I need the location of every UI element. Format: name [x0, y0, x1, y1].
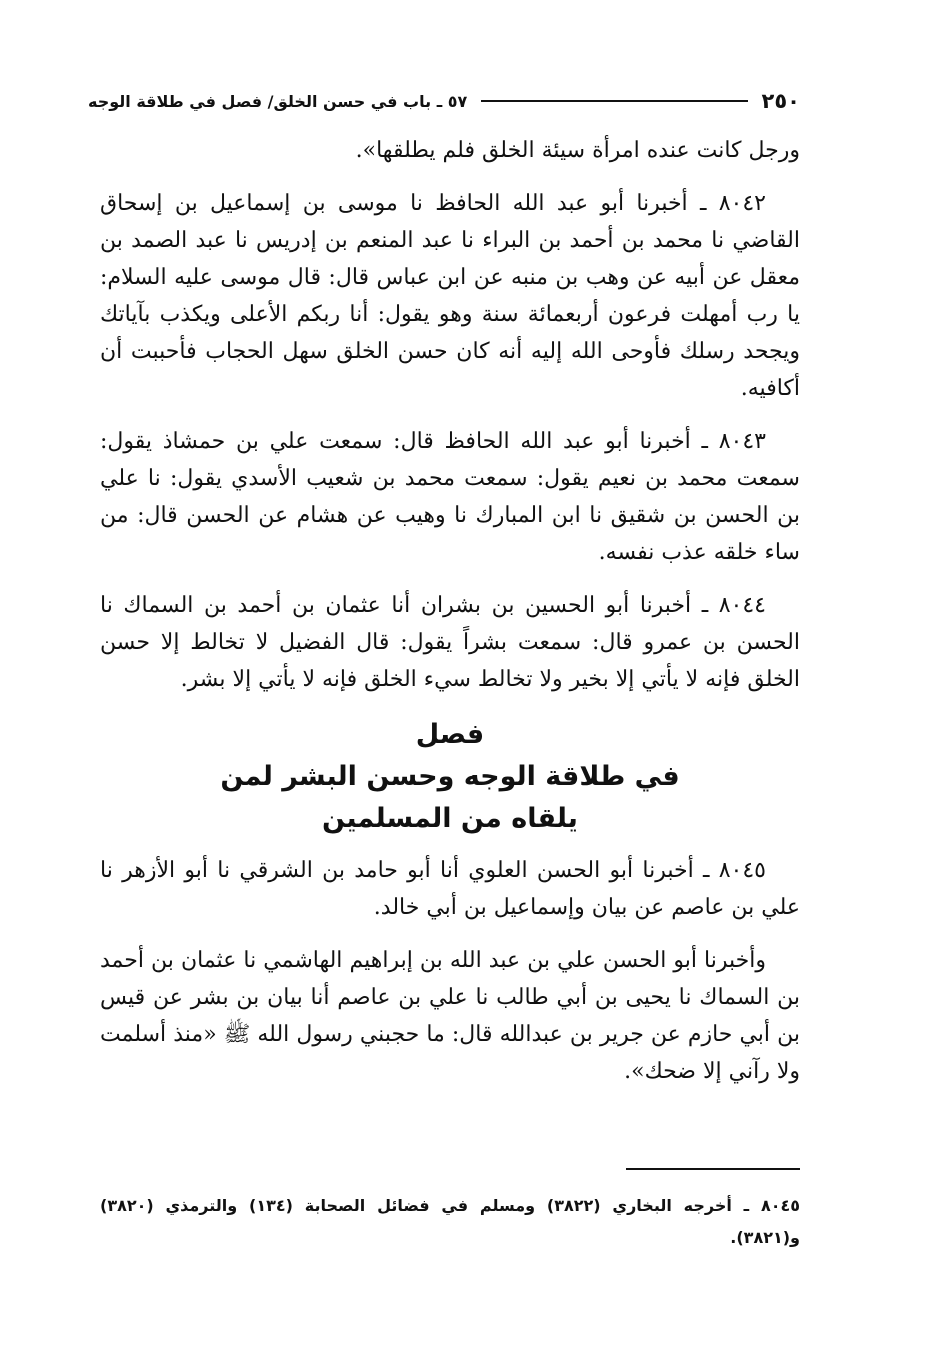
footnote: ٨٠٤٥ ـ أخرجه البخاري (٣٨٢٢) ومسلم في فضائل الصحابة (١٣٤) والترمذي (٣٨٢٠) و(٣٨٢١). [100, 1196, 801, 1247]
section-heading-line-3: يلقاه من المسلمين [322, 803, 578, 834]
paragraph-8042: ٨٠٤٢ ـ أخبرنا أبو عبد الله الحافظ نا موسى بن إسماعيل بن إسحاق القاضي نا محمد بن أحمد بن البراء نا عبد المنعم بن إدريس نا عبد الصمد بن معقل عن أبيه عن وهب بن منبه عن ابن عباس قال: قال موسى عليه السلام: يا رب أمهلت فرعون أربعمائة سنة وهو يقول: أنا ربكم الأعلى ويكذب بآياتك ويجحد رسلك فأوحى الله إليه أنه كان حسن الخلق سهل الحجاب فأحببت أن أكافيه. [100, 191, 800, 401]
running-header [88, 86, 800, 116]
main-text [100, 132, 800, 1106]
paragraph-8045: ٨٠٤٥ ـ أخبرنا أبو الحسن العلوي أنا أبو حامد بن الشرقي نا أبو الأزهر نا علي بن عاصم عن بيان وإسماعيل بن أبي خالد. [100, 858, 800, 920]
paragraph-8044: ٨٠٤٤ ـ أخبرنا أبو الحسين بن بشران أنا عثمان بن أحمد بن السماك نا الحسن بن عمرو قال: سمعت بشراً يقول: قال الفضيل لا تخالط إلا حسن الخلق فإنه لا يأتي إلا بخير ولا تخالط سيء الخلق فإنه لا يأتي إلا بشر. [100, 593, 800, 692]
section-heading [100, 714, 800, 840]
paragraph-8043: ٨٠٤٣ ـ أخبرنا أبو عبد الله الحافظ قال: سمعت علي بن حمشاذ يقول: سمعت محمد بن نعيم يقول: سمعت محمد بن شعيب الأسدي يقول: نا علي بن الحسن بن شقيق نا ابن المبارك نا وهيب عن هشام عن الحسن قال: من ساء خلقه عذب نفسه. [100, 429, 800, 565]
paragraph-continuation: ورجل كانت عنده امرأة سيئة الخلق فلم يطلقها». [355, 138, 800, 163]
page-number: ٢٥٠ [761, 89, 800, 113]
running-title: ٥٧ ـ باب في حسن الخلق/ فصل في طلاقة الوجه [88, 91, 468, 111]
paragraph-8045-second-chain: وأخبرنا أبو الحسن علي بن عبد الله بن إبراهيم الهاشمي نا عثمان بن أحمد بن السماك نا يحيى بن أبي طالب نا علي بن عاصم أنا بيان بن بشر عن قيس بن أبي حازم عن جرير بن عبدالله قال: ما حجبني رسول الله ﷺ «منذ أسلمت ولا رآني إلا ضحك». [100, 948, 800, 1084]
header-rule [481, 100, 747, 102]
section-heading-line-1: فصل [415, 719, 485, 750]
footnote-rule [626, 1168, 800, 1170]
section-heading-line-2: في طلاقة الوجه وحسن البشر لمن [220, 761, 680, 792]
